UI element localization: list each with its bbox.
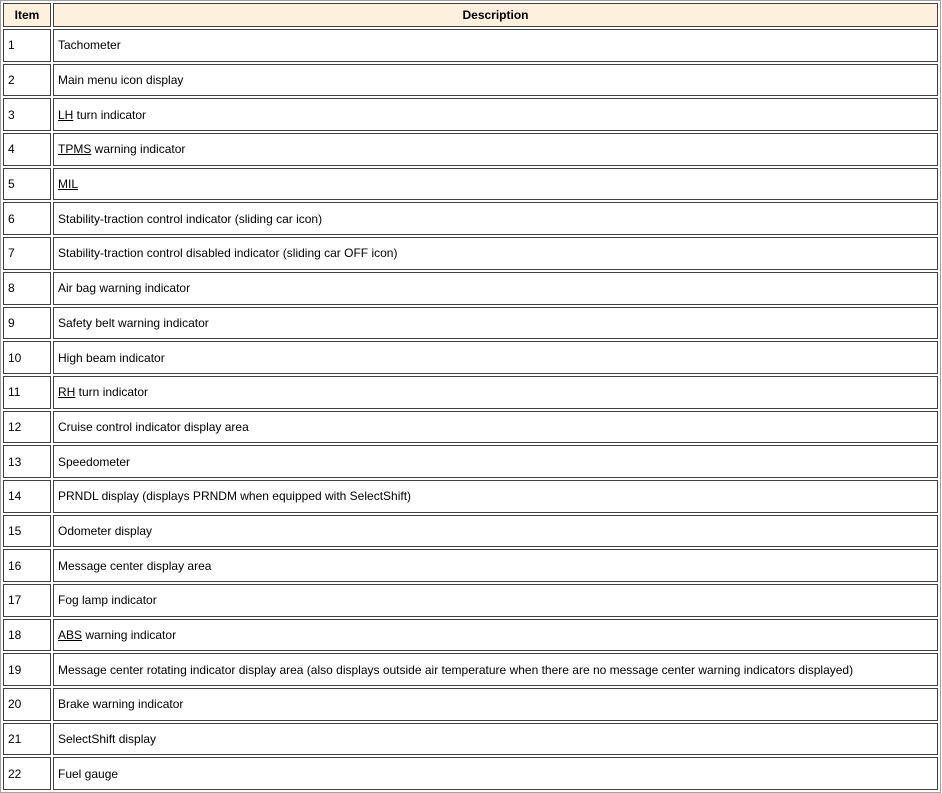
table-row [3,515,938,548]
column-header-description: Description [53,3,938,27]
description-cell [53,29,938,62]
description-cell [53,307,938,340]
description-cell [53,445,938,478]
item-number-cell: 13 [3,445,51,478]
description-text: Message center display area [58,558,212,573]
description-text: Main menu icon display [58,73,184,88]
abbreviation-link[interactable]: RH [58,385,76,400]
description-text: SelectShift display [58,732,157,747]
abbreviation-link[interactable]: ABS [58,628,83,643]
description-text: Cruise control indicator display area [58,419,249,434]
table-header-row [3,3,938,27]
description-text: Stability-traction control disabled indicator (sliding car OFF icon) [58,246,398,261]
table-row [3,272,938,305]
item-number-cell: 5 [3,168,51,201]
description-text: Speedometer [58,454,131,469]
item-number-cell: 21 [3,723,51,756]
description-cell [53,64,938,97]
table-row [3,29,938,62]
description-text: Fog lamp indicator [58,593,157,608]
item-number-cell: 6 [3,202,51,235]
description-text: Tachometer [58,38,121,53]
description-text: Odometer display [58,523,153,538]
column-header-item: Item [3,3,51,27]
table-row [3,98,938,131]
item-number-cell: 9 [3,307,51,340]
description-cell [53,688,938,721]
description-text: Message center rotating indicator display area (also displays outside air temperature when there are no message center warning indicators displayed) [58,662,854,677]
table-row [3,549,938,582]
description-text: Safety belt warning indicator [58,315,209,330]
table-row [3,341,938,374]
description-text: warning indicator [82,628,177,643]
description-cell [53,133,938,166]
description-cell [53,757,938,790]
item-number-cell: 16 [3,549,51,582]
item-number-cell: 7 [3,237,51,270]
description-text: Air bag warning indicator [58,281,191,296]
description-cell [53,480,938,513]
description-cell [53,202,938,235]
item-number-cell: 20 [3,688,51,721]
item-number-cell: 15 [3,515,51,548]
description-text: PRNDL display (displays PRNDM when equipped with SelectShift) [58,489,412,504]
table-row [3,723,938,756]
item-number-cell: 10 [3,341,51,374]
table-row [3,584,938,617]
description-text: turn indicator [75,385,149,400]
table-row [3,480,938,513]
description-cell [53,653,938,686]
item-number-cell: 17 [3,584,51,617]
item-number-cell: 3 [3,98,51,131]
item-number-cell: 12 [3,411,51,444]
description-cell [53,584,938,617]
description-cell [53,515,938,548]
table-row [3,411,938,444]
description-cell [53,376,938,409]
item-number-cell: 1 [3,29,51,62]
description-text: Fuel gauge [58,766,119,781]
description-cell [53,411,938,444]
description-cell [53,98,938,131]
description-cell [53,723,938,756]
description-cell [53,168,938,201]
description-cell [53,237,938,270]
item-number-cell: 22 [3,757,51,790]
description-text: High beam indicator [58,350,165,365]
description-text: turn indicator [73,107,147,122]
table-row [3,376,938,409]
description-text: Stability-traction control indicator (sliding car icon) [58,211,323,226]
table-row [3,237,938,270]
table-row [3,133,938,166]
abbreviation-link[interactable]: LH [58,107,74,122]
description-cell [53,341,938,374]
description-text: warning indicator [91,142,186,157]
description-cell [53,272,938,305]
item-number-cell: 4 [3,133,51,166]
item-number-cell: 14 [3,480,51,513]
description-cell [53,619,938,652]
item-number-cell: 19 [3,653,51,686]
abbreviation-link[interactable]: TPMS [58,142,92,157]
table-row [3,445,938,478]
description-cell [53,549,938,582]
table-row [3,653,938,686]
table-body [3,29,938,790]
item-number-cell: 11 [3,376,51,409]
item-number-cell: 18 [3,619,51,652]
abbreviation-link[interactable]: MIL [58,177,79,192]
table-row [3,619,938,652]
description-text: Brake warning indicator [58,697,184,712]
table-row [3,168,938,201]
table-row [3,307,938,340]
table-row [3,202,938,235]
table-row [3,64,938,97]
table-row [3,688,938,721]
table-row [3,757,938,790]
item-number-cell: 8 [3,272,51,305]
item-number-cell: 2 [3,64,51,97]
